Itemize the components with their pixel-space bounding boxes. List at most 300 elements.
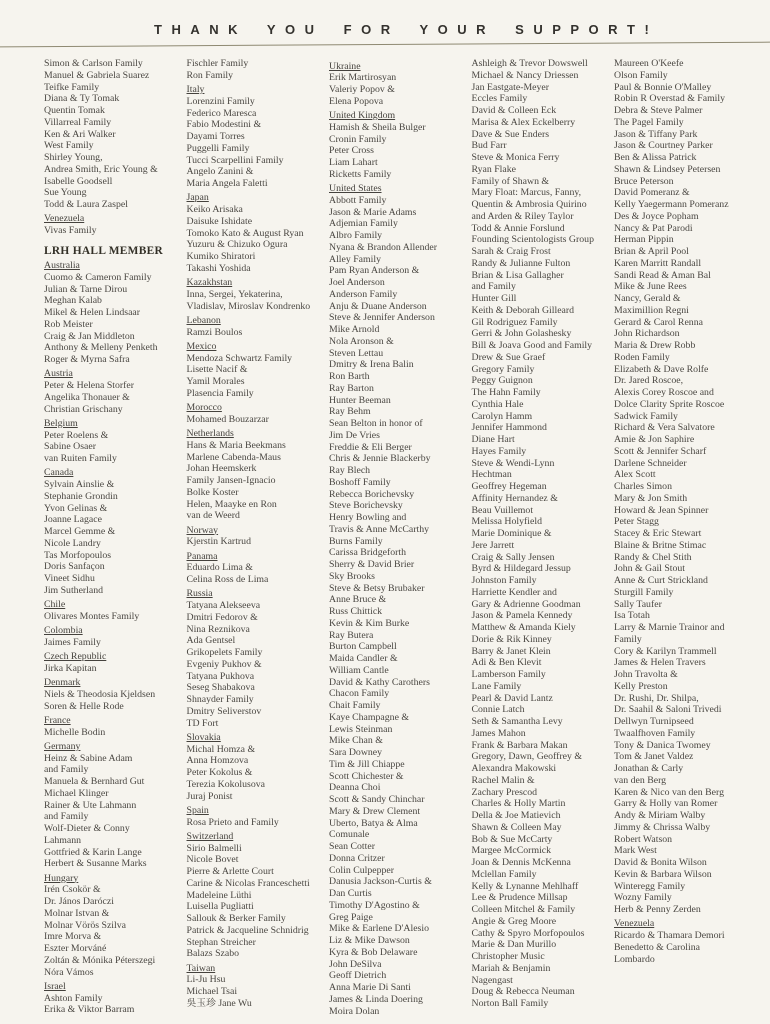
name-entry: Herb & Penny Zerden — [614, 904, 701, 915]
name-entry: Diane Hart — [471, 434, 515, 445]
name-entry: Boshoff Family — [329, 476, 391, 488]
country-heading: Colombia — [44, 625, 83, 636]
name-entry: Nagengast — [471, 974, 513, 986]
name-entry: Dorie & Rik Kinney — [471, 633, 552, 645]
name-entry: Evgeniy Pukhov & — [186, 658, 262, 670]
name-entry: Nina Reznikova — [186, 623, 250, 635]
name-entry: James Mahon — [471, 727, 526, 739]
name-entry: Peter Roelens & — [44, 429, 109, 441]
name-entry: Anderson Family — [329, 288, 398, 300]
name-entry: Jim Sutherland — [44, 584, 104, 596]
name-entry: Freddie & Eli Berger — [329, 441, 412, 453]
name-entry: Keiko Arisaka — [186, 204, 243, 215]
name-entry: Michael Klinger — [44, 787, 109, 799]
name-entry: Gregory, Dawn, Geoffrey & — [471, 751, 582, 763]
name-entry: Christopher Music — [471, 951, 545, 962]
name-entry: and Family — [44, 764, 89, 776]
country-heading: Germany — [44, 740, 81, 752]
name-entry: Herbert & Susanne Marks — [44, 858, 147, 870]
name-entry: Elena Popova — [329, 95, 384, 107]
name-entry: Ray Butera — [329, 629, 374, 641]
name-entry: Balazs Szabo — [186, 948, 240, 960]
name-entry: Family — [614, 633, 642, 645]
name-entry: Isa Totah — [614, 610, 650, 622]
name-entry: Grikopelets Family — [186, 647, 263, 658]
name-entry: Peter & Helena Storfer — [44, 380, 135, 391]
name-entry: Ron Barth — [329, 371, 370, 382]
name-entry: Scott & Jennifer Scharf — [614, 445, 707, 457]
name-entry: Fabio Modestini & — [186, 119, 262, 131]
name-entry: John Travolta & — [614, 669, 678, 680]
name-entry: Geoff Dietrich — [329, 970, 387, 982]
name-entry: Heinz & Sabine Adam — [44, 752, 133, 764]
name-entry: Family of Shawn & — [471, 175, 550, 187]
name-entry: Gerri & John Golashesky — [471, 328, 572, 340]
country-heading: Venezuela — [614, 918, 655, 930]
name-entry: Jirka Kapitan — [44, 662, 97, 674]
name-entry: Sandi Read & Aman Bal — [614, 269, 711, 281]
name-entry: Amie & Jon Saphire — [614, 434, 695, 445]
name-entry: Sturgill Family — [614, 586, 674, 598]
name-entry: Scott Chichester & — [329, 770, 404, 782]
name-entry: Molnar Vörös Szilva — [44, 919, 126, 931]
name-entry: Cory & Karilyn Trammell — [614, 645, 717, 657]
name-entry: Helen, Maayke en Ron — [186, 498, 277, 510]
name-entry: Keith & Deborah Gilleard — [471, 304, 575, 316]
name-entry: Dr. Rushi, Dr. Shilpa, — [614, 692, 699, 704]
name-entry: Karen Marritt Randall — [614, 257, 702, 269]
name-entry: Mike & Earlene D'Alesio — [329, 923, 429, 935]
name-entry: John DeSilva — [329, 958, 382, 970]
name-entry: Abbott Family — [329, 194, 387, 206]
column-4 — [472, 58, 615, 1017]
name-entry: Marlene Cabenda-Maus — [186, 451, 281, 463]
name-entry: Stacey & Eric Stewart — [614, 528, 702, 539]
name-entry: Sadwick Family — [614, 410, 678, 422]
name-entry: Isabelle Goodsell — [44, 175, 113, 187]
name-entry: Mohamed Bouzarzar — [186, 413, 269, 425]
name-entry: Kevin & Kim Burke — [329, 617, 410, 629]
name-entry: Hayes Family — [471, 445, 527, 457]
name-entry: Bill & Joava Good and Family — [471, 340, 593, 351]
name-entry: Jonathan & Carly — [614, 763, 684, 774]
name-entry: Irén Csokör & — [44, 884, 101, 896]
name-entry: Jan Eastgate-Meyer — [471, 81, 550, 93]
name-entry: Colin Culpepper — [329, 864, 395, 876]
column-1 — [44, 58, 187, 1017]
name-entry: Lane Family — [471, 680, 522, 692]
name-entry: Dayami Torres — [186, 131, 245, 142]
name-entry: Gary & Adrienne Goodman — [471, 598, 581, 610]
name-entry: Nancy & Pat Parodi — [614, 222, 693, 234]
name-entry: Kaye Champagne & — [329, 711, 409, 723]
name-entry: Roden Family — [614, 351, 670, 363]
name-entry: Tatyana Pukhova — [186, 670, 255, 682]
name-entry: Takashi Yoshida — [186, 262, 251, 274]
name-entry: Todd & Annie Forslund — [471, 222, 565, 234]
country-heading: Russia — [186, 588, 213, 600]
name-entry: Mary & Drew Clement — [329, 805, 421, 817]
name-entry: Steve & Monica Ferry — [471, 152, 560, 163]
name-entry: Michael Tsai — [186, 986, 238, 997]
name-entry: Burns Family — [329, 535, 383, 547]
name-entry: Travis & Anne McCarthy — [329, 523, 430, 535]
name-entry: Diana & Ty Tomak — [44, 93, 120, 105]
name-entry: Darlene Schneider — [614, 457, 687, 469]
name-entry: Sean Belton in honor of — [329, 418, 423, 429]
name-entry: Nyana & Brandon Allender — [329, 241, 438, 253]
name-entry: Wolf-Dieter & Conny — [44, 823, 130, 834]
name-entry: Kevin & Barbara Wilson — [614, 868, 712, 880]
country-heading: France — [44, 714, 71, 726]
name-entry: Mike Arnold — [329, 324, 380, 335]
name-entry: Michal Homza & — [186, 743, 256, 755]
name-entry: Sue Young — [44, 187, 87, 199]
name-entry: Imre Morva & — [44, 931, 102, 943]
column-2 — [187, 58, 330, 1017]
name-entry: Steve & Jennifer Anderson — [329, 312, 435, 324]
name-entry: Mark West — [614, 845, 657, 857]
name-entry: Stephanie Grondin — [44, 490, 118, 502]
name-entry: Ashleigh & Trevor Dowswell — [471, 58, 588, 69]
name-entry: The Hahn Family — [471, 387, 541, 398]
country-heading: Ukraine — [329, 60, 361, 72]
name-entry: Charles & Holly Martin — [471, 798, 566, 810]
name-entry: van den Berg — [614, 774, 667, 786]
name-entry: Julian & Tarne Dirou — [44, 283, 128, 295]
name-entry: Stephan Streicher — [186, 936, 256, 948]
name-entry: Cuomo & Cameron Family — [44, 271, 152, 283]
country-heading: Kazakhstan — [186, 277, 233, 288]
name-entry: Matthew & Amanda Kiely — [471, 622, 576, 633]
name-entry: Margee McCormick — [471, 845, 552, 857]
name-entry: Comunale — [329, 829, 370, 841]
name-entry: Ray Barton — [329, 382, 374, 394]
name-entry: Randy & Julianne Fulton — [471, 257, 571, 269]
name-entry: Mclellan Family — [471, 868, 537, 880]
name-entry: Chait Family — [329, 700, 381, 711]
name-entry: Mariah & Benjamin — [471, 962, 551, 974]
name-entry: Vineet Sidhu — [44, 573, 95, 584]
country-heading: Israel — [44, 980, 66, 992]
country-heading: Venezuela — [44, 213, 85, 225]
name-entry: Alley Family — [329, 253, 381, 265]
name-entry: Manuel & Gabriela Suarez — [44, 69, 150, 81]
name-entry: Ricketts Family — [329, 168, 392, 180]
name-entry: Maximillion Regni — [614, 304, 689, 316]
name-entry: Blaine & Britne Stimac — [614, 539, 707, 551]
name-entry: Robert Watson — [614, 833, 673, 845]
column-3 — [329, 58, 472, 1017]
name-entry: Seseg Shabakova — [186, 682, 255, 694]
country-heading: Netherlands — [186, 428, 234, 439]
name-entry: Zoltán & Mónika Péterszegi — [44, 954, 156, 966]
name-entry: Dan Curtis — [329, 888, 372, 899]
name-entry: Charles Simon — [614, 481, 672, 492]
name-entry: Sarah & Craig Frost — [471, 246, 551, 257]
name-entry: Steve & Betsy Brubaker — [329, 582, 425, 594]
name-entry: Dmitry & Irena Balin — [329, 359, 414, 371]
name-entry: Greg Paige — [329, 911, 373, 923]
name-entry: Lamberson Family — [471, 669, 546, 680]
name-entry: Paul & Bonnie O'Malley — [614, 81, 712, 93]
name-entry: Alexis Corey Roscoe and — [614, 387, 714, 398]
country-heading: Taiwan — [186, 962, 216, 974]
name-entry: Eccles Family — [471, 93, 528, 105]
name-entry: Angie & Greg Moore — [471, 915, 557, 927]
name-entry: van Ruiten Family — [44, 453, 117, 464]
name-entry: Teifke Family — [44, 81, 100, 93]
name-entry: Bud Farr — [471, 140, 507, 152]
name-entry: Seth & Samantha Levy — [471, 716, 563, 727]
name-entry: Chris & Jennie Blackerby — [329, 453, 431, 465]
name-entry: Founding Scientologists Group — [471, 234, 594, 246]
name-entry: Ray Behm — [329, 406, 371, 418]
name-entry: Sean Cotter — [329, 841, 375, 852]
name-entry: Herman Pippin — [614, 234, 674, 246]
name-entry: TD Fort — [186, 717, 219, 729]
name-entry: Jim De Vries — [329, 429, 380, 441]
name-entry: Karen & Nico van den Berg — [614, 786, 724, 798]
name-entry: Molnar Istvan & — [44, 907, 110, 919]
name-entry: Dave & Sue Enders — [471, 128, 550, 140]
country-heading: Belgium — [44, 417, 78, 429]
name-entry: Nancy, Gerald & — [614, 293, 681, 304]
name-entry: Liz & Mike Dawson — [329, 935, 410, 946]
name-entry: Sirio Balmelli — [186, 842, 242, 854]
country-heading: Spain — [186, 804, 209, 816]
name-entry: Gottfried & Karin Lange — [44, 846, 142, 858]
name-entry: Erik Martirosyan — [329, 72, 397, 84]
country-heading: Austria — [44, 368, 73, 380]
name-entry: Adi & Ben Klevit — [471, 657, 542, 669]
name-entry: Madeleine Lüthi — [186, 889, 252, 901]
name-entry: Moira Dolan — [329, 1005, 380, 1017]
name-entry: Rebecca Borichevsky — [329, 488, 415, 500]
name-entry: Alexandra Makowski — [471, 763, 557, 774]
name-entry: Rob Meister — [44, 318, 93, 330]
name-entry: Jennifer Hammond — [471, 422, 547, 434]
name-entry: Mary Float: Marcus, Fanny, — [471, 187, 582, 199]
name-entry: Kjerstin Kartrud — [186, 536, 251, 548]
name-entry: Niels & Theodosia Kjeldsen — [44, 688, 156, 700]
name-entry: Cronin Family — [329, 133, 387, 145]
name-entry: Cathy & Spyro Morfopoulos — [471, 927, 585, 939]
name-entry: Tucci Scarpellini Family — [186, 154, 284, 166]
name-entry: Puggelli Family — [186, 142, 250, 154]
name-entry: Chacon Family — [329, 688, 390, 700]
country-heading: Norway — [186, 524, 219, 536]
name-entry: Ramzi Boulos — [186, 326, 243, 338]
name-entry: Hamish & Sheila Bulger — [329, 121, 426, 133]
name-entry: Brian & Lisa Gallagher — [471, 269, 564, 281]
country-heading: Lebanon — [186, 314, 221, 326]
name-entry: Randy & Chel Stith — [614, 551, 692, 563]
name-entry: Pierre & Arlette Court — [186, 866, 274, 877]
name-entry: Des & Joyce Popham — [614, 210, 699, 222]
country-heading: Mexico — [186, 340, 217, 352]
name-entry: Craig & Jan Middleton — [44, 330, 135, 342]
name-entry: Rachel Malin & — [471, 774, 535, 786]
country-heading: Morocco — [186, 402, 222, 413]
name-entry: Luisella Pugliatti — [186, 901, 254, 913]
name-entry: Marcel Gemme & — [44, 526, 116, 537]
name-entry: Burton Campbell — [329, 641, 397, 653]
name-entry: Peter Cross — [329, 145, 374, 157]
name-entry: Anne Bruce & — [329, 594, 387, 606]
country-heading: Slovakia — [186, 731, 221, 743]
name-entry: David & Kathy Carothers — [329, 676, 430, 688]
name-entry: Michael & Nancy Driessen — [471, 69, 579, 81]
name-entry: Quentin & Ambrosia Quirino — [471, 199, 587, 210]
name-entry: Ken & Ari Walker — [44, 128, 116, 140]
country-heading: Hungary — [44, 872, 79, 884]
name-entry: Russ Chittick — [329, 606, 383, 617]
name-entry: Deanna Choi — [329, 782, 381, 794]
name-entry: Twaalfhoven Family — [614, 727, 696, 739]
name-entry: Ryan Flake — [471, 163, 517, 175]
name-entry: Shirley Young, — [44, 152, 103, 163]
name-entry: Mendoza Schwartz Family — [186, 352, 293, 364]
name-entry: Robin R Overstad & Family — [614, 93, 726, 105]
name-entry: Winteregg Family — [614, 880, 686, 892]
name-entry: Dr. Saahil & Saloni Trivedi — [614, 704, 722, 716]
name-entry: Alex Scott — [614, 469, 656, 481]
country-heading: Switzerland — [186, 830, 234, 842]
name-entry: Mike & June Rees — [614, 281, 687, 293]
name-entry: Melissa Holyfield — [471, 516, 542, 528]
name-entry: Steve & Wendi-Lynn — [471, 457, 555, 469]
name-entry: Valeriy Popov & — [329, 84, 395, 95]
name-entry: James & Helen Travers — [614, 657, 706, 669]
name-entry: Uberto, Batya & Alma — [329, 817, 418, 829]
name-entry: David Pomeranz & — [614, 187, 690, 199]
name-entry: Angelo Zanini & — [186, 166, 254, 178]
name-entry: Anne & Curt Strickland — [614, 575, 708, 586]
name-entry: Adjemian Family — [329, 218, 398, 230]
name-entry: Tomoko Kato & August Ryan — [186, 227, 304, 239]
name-entry: Marie Dominique & — [471, 528, 552, 539]
name-entry: Jaimes Family — [44, 636, 101, 648]
name-entry: Eszter Morváné — [44, 943, 107, 954]
name-entry: The Pagel Family — [614, 116, 684, 128]
name-entry: Peggy Guignon — [471, 375, 533, 387]
name-entry: Benedetto & Carolina — [614, 941, 700, 953]
name-entry: Henry Bowling and — [329, 512, 407, 523]
name-entry: Pearl & David Lantz — [471, 692, 553, 704]
name-entry: Yvon Gelinas & — [44, 502, 108, 514]
name-entry: Carissa Bridgeforth — [329, 547, 406, 559]
name-entry: Plasencia Family — [186, 387, 254, 399]
name-entry: Donna Critzer — [329, 852, 385, 864]
country-heading: Italy — [186, 84, 205, 95]
name-entry: Todd & Laura Zaspel — [44, 199, 128, 210]
name-entry: Jason & Marie Adams — [329, 206, 417, 218]
name-entry: Federico Maresca — [186, 107, 257, 119]
country-heading: Australia — [44, 260, 80, 271]
name-entry: Bob & Sue McCarty — [471, 833, 553, 845]
name-entry: Pam Ryan Anderson & — [329, 265, 420, 277]
name-entry: Joel Anderson — [329, 277, 385, 288]
name-entry: Danusia Jackson-Curtis & — [329, 876, 432, 888]
name-entry: 吳玉珍 Jane Wu — [186, 997, 252, 1009]
name-entry: Marisa & Alex Eckelberry — [471, 116, 576, 128]
name-entry: Johnston Family — [471, 575, 537, 586]
name-entry: Connie Latch — [471, 704, 525, 716]
name-entry: Mike Chan & — [329, 735, 383, 747]
name-entry: Tatyana Alekseeva — [186, 600, 261, 611]
name-entry: Villarreal Family — [44, 116, 112, 128]
name-entry: Sallouk & Berker Family — [186, 913, 286, 924]
name-entry: Garry & Holly van Romer — [614, 798, 718, 810]
name-entry: Erika & Viktor Barram — [44, 1004, 135, 1016]
name-entry: Shnayder Family — [186, 694, 254, 705]
section-heading: LRH HALL MEMBER — [44, 244, 164, 257]
name-entry: Family Jansen-Ignacio — [186, 475, 276, 486]
name-entry: Ray Blech — [329, 465, 371, 476]
name-entry: Affinity Hernandez & — [471, 492, 558, 504]
name-entry: Carolyn Hamm — [471, 410, 533, 422]
name-entry: Frank & Barbara Makan — [471, 739, 568, 751]
name-entry: Harriette Kendler and — [471, 586, 557, 598]
name-entry: Lisette Nacif & — [186, 364, 248, 376]
name-entry: Ben & Alissa Patrick — [614, 152, 697, 163]
name-entry: Dmitry Seliverstov — [186, 705, 262, 717]
name-entry: Kelly Yaegermann Pomeranz — [614, 199, 729, 210]
name-entry: Juraj Ponist — [186, 790, 233, 802]
name-entry: Steven Lettau — [329, 347, 384, 359]
column-5 — [614, 58, 762, 1017]
name-entry: Ricardo & Thamara Demori — [614, 930, 725, 941]
name-entry: Liam Lahart — [329, 157, 378, 168]
name-entry: Maria Angela Faletti — [186, 178, 268, 189]
name-entry: Anthony & Melleny Penketh — [44, 342, 158, 354]
name-entry: Lewis Steinman — [329, 723, 393, 735]
country-heading: Denmark — [44, 677, 81, 688]
country-heading: United States — [329, 183, 382, 194]
name-entry: Joan & Dennis McKenna — [471, 857, 571, 868]
name-entry: Doris Sanfaçon — [44, 561, 105, 573]
name-entry: Rosa Prieto and Family — [186, 816, 279, 828]
name-entry: Elizabeth & Dave Rolfe — [614, 363, 709, 375]
name-entry: Angelika Thonauer & — [44, 391, 130, 403]
name-entry: Zachary Prescod — [471, 786, 538, 798]
name-entry: Eduardo Lima & — [186, 562, 253, 574]
name-entry: John & Gail Stout — [614, 563, 686, 575]
name-entry: Andy & Miriam Walby — [614, 810, 706, 821]
name-entry: Lee & Prudence Millsap — [471, 892, 568, 904]
name-entry: Cynthia Hale — [471, 398, 524, 410]
name-entry: William Cantle — [329, 664, 389, 676]
name-entry: Jason & Pamela Kennedy — [471, 610, 573, 622]
name-entry: Dellwyn Turnipseed — [614, 716, 694, 727]
name-entry: Ada Gentsel — [186, 635, 236, 647]
name-entry: Wozny Family — [614, 892, 672, 904]
country-heading: Czech Republic — [44, 651, 107, 662]
name-entry: Sky Brooks — [329, 570, 375, 582]
name-entry: Sally Taufer — [614, 598, 662, 610]
name-entry: Daisuke Ishidate — [186, 215, 253, 227]
name-entry: Yuzuru & Chizuko Ogura — [186, 239, 288, 251]
name-entry: Christian Grischany — [44, 403, 123, 415]
name-entry: Norton Ball Family — [471, 998, 549, 1009]
name-entry: and Family — [471, 281, 516, 293]
name-entry: Maida Candler & — [329, 653, 398, 664]
name-entry: Dmitri Fedorov & — [186, 611, 258, 623]
name-entry: Anju & Duane Anderson — [329, 300, 427, 312]
name-entry: Jimmy & Chrissa Walby — [614, 821, 711, 833]
name-entry: Mary & Jon Smith — [614, 492, 688, 504]
